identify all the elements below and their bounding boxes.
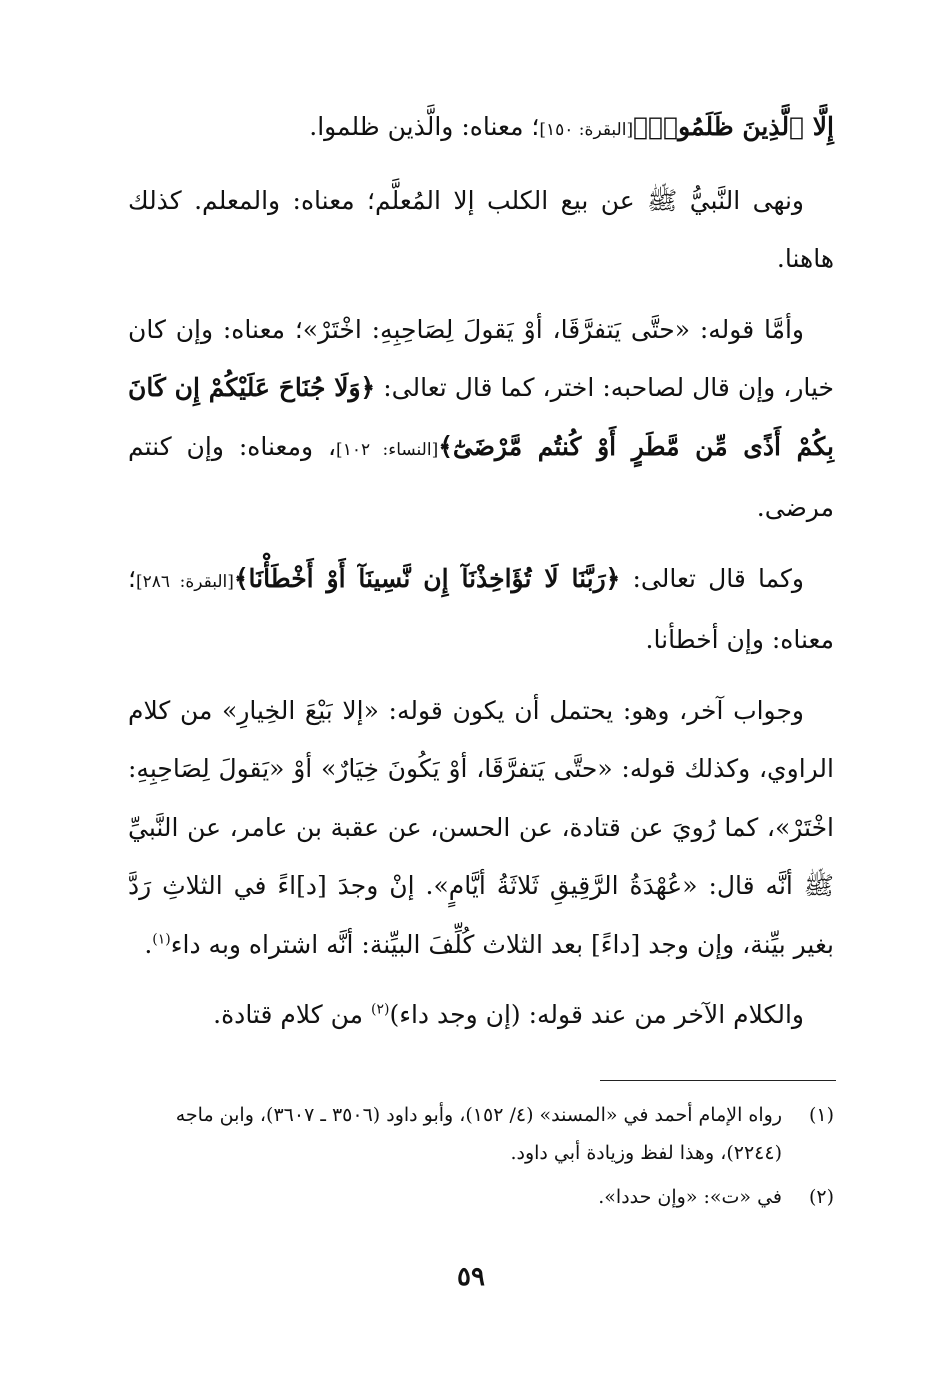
footnotes [128,1096,834,1222]
footnote-text: رواه الإمام أحمد في «المسند» (٤/ ١٥٢)، وأبو داود (٣٥٠٦ ـ ٣٦٠٧)، وابن ماجه (٢٢٤٤)، وهذا لفظ وزيادة أبي داود. [175,1104,782,1164]
paragraph [128,986,834,1045]
quran-verse: ﴾ [633,112,649,141]
verse-reference: [البقرة: ٢٨٦] [135,571,234,592]
footnote-marker: (١) [152,931,171,948]
footnote [128,1096,834,1172]
paragraph-text: من كلام قتادة. [213,1000,371,1029]
page-number: ٥٩ [457,1262,485,1292]
quran-verse: إِلَّا ٱلَّذِينَ ظَلَمُوا۟ [648,112,834,141]
paragraph-text: . [144,929,153,959]
paragraph-text: وأمَّا قوله: «حتَّى يَتفرَّقَا، أوْ يَقولَ لِصَاحِبِهِ: اخْتَرْ»؛ معناه: وإن كان خيار، وإن قال لصاحبه: اختر، كما قال تعالى: [128,314,835,402]
footnote-marker: (٢) [371,1001,390,1018]
footnote-number: (١) [808,1104,834,1126]
paragraph-text: ؛ معناه: وإن أخطأنا. [128,563,834,654]
body-text [128,98,834,1057]
footnote-text: في «ت»: «وإن حددا». [598,1186,782,1208]
quran-verse: ﴿رَبَّنَا لَا تُؤَاخِذْنَآ إِن نَّسِينَآ أَوْ أَخْطَأْنَا﴾ [233,563,621,593]
paragraph-text: والكلام الآخر من عند قوله: (إن وجد داء) [389,1000,804,1029]
footnote [128,1178,834,1216]
paragraph [128,172,834,289]
footnote-divider [600,1080,836,1081]
paragraph-text: ، ومعناه: وإن كنتم مرضى. [128,431,834,522]
paragraph [128,301,834,538]
paragraph-text: ونهى النَّبيُّ ﷺ عن بيع الكلب إلا المُعلَّم؛ معناه: والمعلم. كذلك هاهنا. [128,185,834,273]
paragraph-text: وكما قال تعالى: [620,563,804,593]
paragraph [128,682,834,975]
verse-reference: [البقرة: ١٥٠] [539,120,634,140]
paragraph-text: ؛ معناه: والَّذين ظلموا. [309,112,540,141]
footnote-number: (٢) [808,1186,834,1208]
quran-verse: ﴿وَلَا جُنَاحَ عَلَيْكُمْ إِن كَانَ بِكُمْ أَذًى مِّن مَّطَرٍ أَوْ كُنتُم مَّرْضَىٰٓ﴾ [128,373,834,461]
paragraph-text: وجواب آخر، وهو: يحتمل أن يكون قوله: «إلا بَيْعَ الخِيارِ» من كلام الراوي، وكذلك قوله: «حتَّى يَتفرَّقَا، أوْ يَكُونَ خِيَارٌ» أوْ «يَقولَ لِصَاحِبِهِ: اخْتَرْ»، كما رُويَ عن قتادة، عن الحسن، عن عقبة بن عامر، عن النَّبيِّ ﷺ أنَّه قال: «عُهْدَةُ الرَّقِيقِ ثَلاثَةُ أيَّامٍ». إنْ وجدَ [د]اءً في الثلاثِ رَدَّ بغير بيِّنة، وإن وجد [داءً] بعد الثلاث كُلِّفَ البيِّنة: أنَّه اشتراه وبه داء [128,695,834,959]
verse-reference: [النساء: ١٠٢] [336,439,439,460]
paragraph [128,98,834,160]
paragraph [128,550,834,670]
